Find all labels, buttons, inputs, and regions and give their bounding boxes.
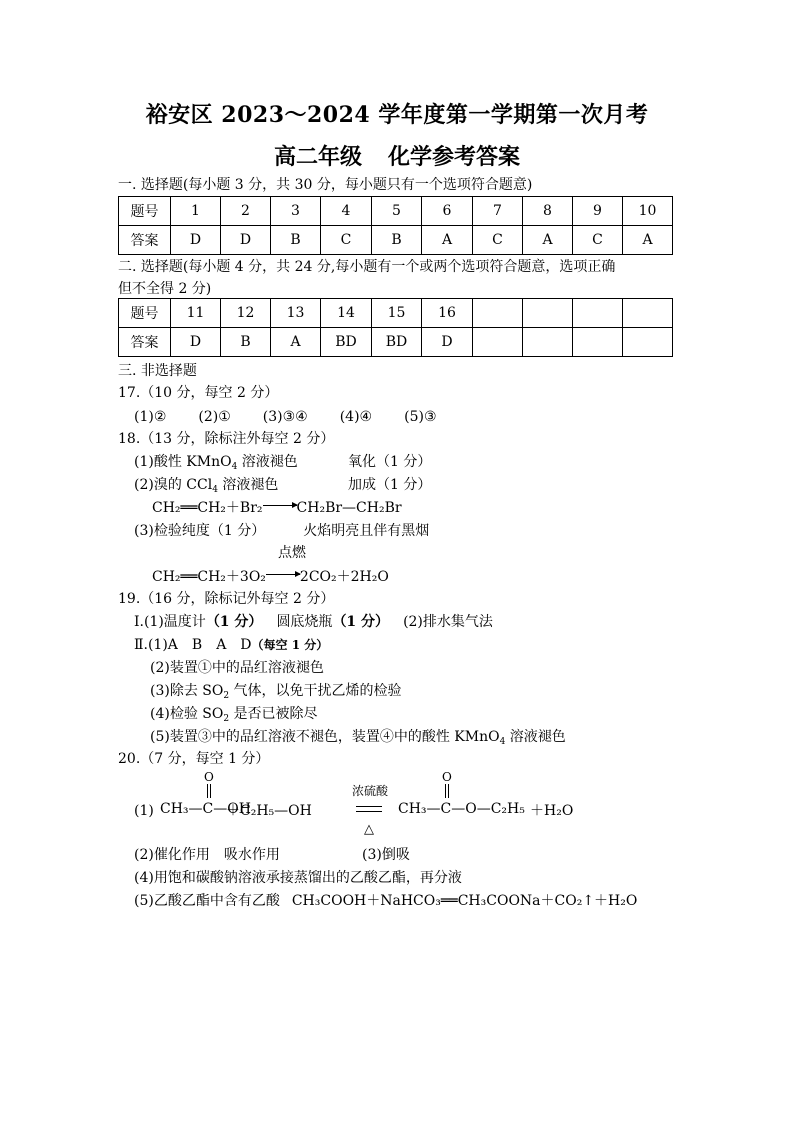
equation-reactants: CH₂══CH₂＋Br₂ <box>152 500 263 516</box>
q18-l1-text: 溶液褪色 <box>237 454 298 470</box>
q18-header: 18.（13 分，除标注外每空 2 分） <box>118 431 335 447</box>
carbonyl-oxygen: O <box>442 770 452 784</box>
q19-text: (2)排水集气法 <box>403 614 493 630</box>
q19-text: 是否已被除尽 <box>229 706 318 722</box>
answer-cell: D <box>171 226 221 255</box>
question-number: 5 <box>372 197 422 226</box>
water-formula: ＋H₂O <box>530 803 574 819</box>
answer-cell: D <box>171 328 221 357</box>
q18-l2-text: (2)溴的 CCl <box>134 477 213 493</box>
carbonyl-oxygen: O <box>204 770 214 784</box>
q18-l3-text: (3)检验纯度（1 分） <box>134 523 266 539</box>
section1-heading: 一. 选择题(每小题 3 分，共 30 分，每小题只有一个选项符合题意) <box>118 177 533 193</box>
question-number: 15 <box>372 299 422 328</box>
question-number: 7 <box>473 197 523 226</box>
section2-heading-line2: 但不全得 2 分) <box>118 281 212 297</box>
q17-answer: (1)② <box>134 409 167 425</box>
document-title: 裕安区 2023～2024 学年度第一学期第一次月考 <box>145 102 649 128</box>
q20-line5 <box>134 892 637 910</box>
row-label: 答案 <box>119 328 171 357</box>
q18-line2 <box>134 476 432 495</box>
answer-cell <box>523 328 573 357</box>
q19-text: 溶液褪色 <box>505 729 566 745</box>
q17-answer: (5)③ <box>404 409 437 425</box>
q18-line1 <box>134 453 432 472</box>
combustion-condition: 点燃 <box>278 545 306 561</box>
q18-equation2 <box>152 568 389 586</box>
q20-equation <box>134 801 574 820</box>
subscript: 4 <box>499 737 506 747</box>
section3-heading: 三. 非选择题 <box>118 363 197 379</box>
equation-products: 2CO₂＋2H₂O <box>299 569 389 585</box>
q19-part2-line3 <box>150 682 402 700</box>
question-number <box>523 299 573 328</box>
answer-key-label: 化学参考答案 <box>388 144 521 170</box>
q20-header: 20.（7 分，每空 1 分） <box>118 751 270 767</box>
q20-line2 <box>134 846 410 864</box>
equation-reactants: CH₂══CH₂＋3O₂ <box>152 569 266 585</box>
question-number: 16 <box>422 299 473 328</box>
score-note: （每空 1 分） <box>251 638 329 652</box>
score-note: （1 分） <box>332 614 390 630</box>
grade-label: 高二年级 <box>273 144 362 170</box>
answer-cell: BD <box>372 328 422 357</box>
question-number <box>573 299 623 328</box>
reversible-arrow <box>356 806 382 812</box>
acetic-acid-formula: CH₃—C—OH <box>160 801 251 817</box>
q19-part1 <box>134 613 493 631</box>
question-number: 13 <box>271 299 321 328</box>
reaction-arrow <box>263 505 297 508</box>
table-row-questions <box>119 299 673 328</box>
ethanol-formula: ＋C₂H₅—OH <box>226 803 312 819</box>
q19-text: 圆底烧瓶 <box>276 614 333 630</box>
double-bond-mark <box>207 784 209 798</box>
section2-answer-table <box>118 298 673 357</box>
answer-cell: B <box>221 328 271 357</box>
q17-header: 17.（10 分，每空 2 分） <box>118 385 279 401</box>
answer-cell <box>573 328 623 357</box>
answer-cell <box>623 328 673 357</box>
q18-l3-text: 火焰明亮且伴有黑烟 <box>303 523 430 539</box>
question-number: 6 <box>422 197 473 226</box>
q17-answer: (3)③④ <box>262 409 308 425</box>
q19-part2-line2: (2)装置①中的品红溶液褪色 <box>150 660 324 676</box>
heat-symbol: △ <box>364 822 374 837</box>
q20-text: (3)倒吸 <box>362 847 410 863</box>
question-number: 2 <box>221 197 271 226</box>
q17-answers <box>134 408 437 426</box>
answer-cell: C <box>573 226 623 255</box>
answer-cell: B <box>271 226 321 255</box>
question-number <box>473 299 523 328</box>
table-row-questions <box>119 197 673 226</box>
answer-cell: C <box>321 226 372 255</box>
q19-header: 19.（16 分，除标记外每空 2 分） <box>118 591 335 607</box>
reaction-arrow <box>266 574 300 577</box>
q17-answer: (4)④ <box>339 409 373 425</box>
table-row-answers <box>119 328 673 357</box>
q20-line4: (4)用饱和碳酸钠溶液承接蒸馏出的乙酸乙酯，再分液 <box>134 870 462 886</box>
row-label: 题号 <box>119 299 171 328</box>
q19-text: (3)除去 SO <box>150 683 224 699</box>
answer-cell: A <box>422 226 473 255</box>
q18-equation1 <box>152 499 402 517</box>
score-note: （1 分） <box>205 614 263 630</box>
q20-equation-text: CH₃COOH＋NaHCO₃══CH₃COONa＋CO₂↑＋H₂O <box>291 893 638 909</box>
table-row-answers <box>119 226 673 255</box>
subscript: 2 <box>223 714 230 724</box>
subscript: 4 <box>231 462 238 472</box>
question-number: 12 <box>221 299 271 328</box>
q18-line3 <box>134 522 429 540</box>
q20-text: (2)催化作用 吸水作用 <box>134 847 280 863</box>
section2-heading-line1: 二. 选择题(每小题 4 分，共 24 分,每小题有一个或两个选项符合题意，选项正确 <box>118 259 616 275</box>
answer-cell: A <box>271 328 321 357</box>
answer-cell: A <box>623 226 673 255</box>
q20-text: (5)乙酸乙酯中含有乙酸 <box>134 893 280 909</box>
answer-cell <box>473 328 523 357</box>
question-number: 4 <box>321 197 372 226</box>
double-bond-mark <box>210 784 212 798</box>
equation-products: CH₂Br—CH₂Br <box>296 500 402 516</box>
answer-cell: A <box>523 226 573 255</box>
q19-text: (5)装置③中的品红溶液不褪色，装置④中的酸性 KMnO <box>150 729 500 745</box>
question-number: 14 <box>321 299 372 328</box>
ethyl-acetate-formula: CH₃—C—O—C₂H₅ <box>398 801 525 817</box>
q18-l2-text: 溶液褪色 <box>217 477 279 493</box>
section1-answer-table <box>118 196 673 255</box>
q18-l1-reaction-type: 氧化（1 分） <box>348 454 432 470</box>
q19-text: Ⅰ.(1)温度计 <box>134 614 206 630</box>
q18-l2-reaction-type: 加成（1 分） <box>348 477 432 493</box>
catalyst-label: 浓硫酸 <box>352 784 389 798</box>
question-number: 8 <box>523 197 573 226</box>
q19-text: 气体，以免干扰乙烯的检验 <box>229 683 402 699</box>
q19-part2-line4 <box>150 705 318 723</box>
answer-cell: B <box>372 226 422 255</box>
double-bond-mark <box>445 784 447 798</box>
double-bond-mark <box>448 784 450 798</box>
answer-cell: D <box>422 328 473 357</box>
question-number: 9 <box>573 197 623 226</box>
row-label: 题号 <box>119 197 171 226</box>
subscript: 2 <box>223 691 230 701</box>
question-number: 10 <box>623 197 673 226</box>
q19-text: (4)检验 SO <box>150 706 224 722</box>
question-number: 3 <box>271 197 321 226</box>
question-number: 1 <box>171 197 221 226</box>
q17-answer: (2)① <box>198 409 231 425</box>
answer-cell: C <box>473 226 523 255</box>
q19-part2-line1 <box>134 636 328 654</box>
row-label: 答案 <box>119 226 171 255</box>
q19-text: Ⅱ.(1)A B A D <box>134 637 252 653</box>
subscript: 4 <box>212 485 218 495</box>
question-number <box>623 299 673 328</box>
document-subtitle <box>0 140 794 171</box>
q18-l1-text: (1)酸性 KMnO <box>134 454 232 470</box>
q20-eq-label: (1) <box>134 803 154 819</box>
question-number: 11 <box>171 299 221 328</box>
answer-cell: BD <box>321 328 372 357</box>
q19-part2-line5 <box>150 728 566 746</box>
answer-cell: D <box>221 226 271 255</box>
